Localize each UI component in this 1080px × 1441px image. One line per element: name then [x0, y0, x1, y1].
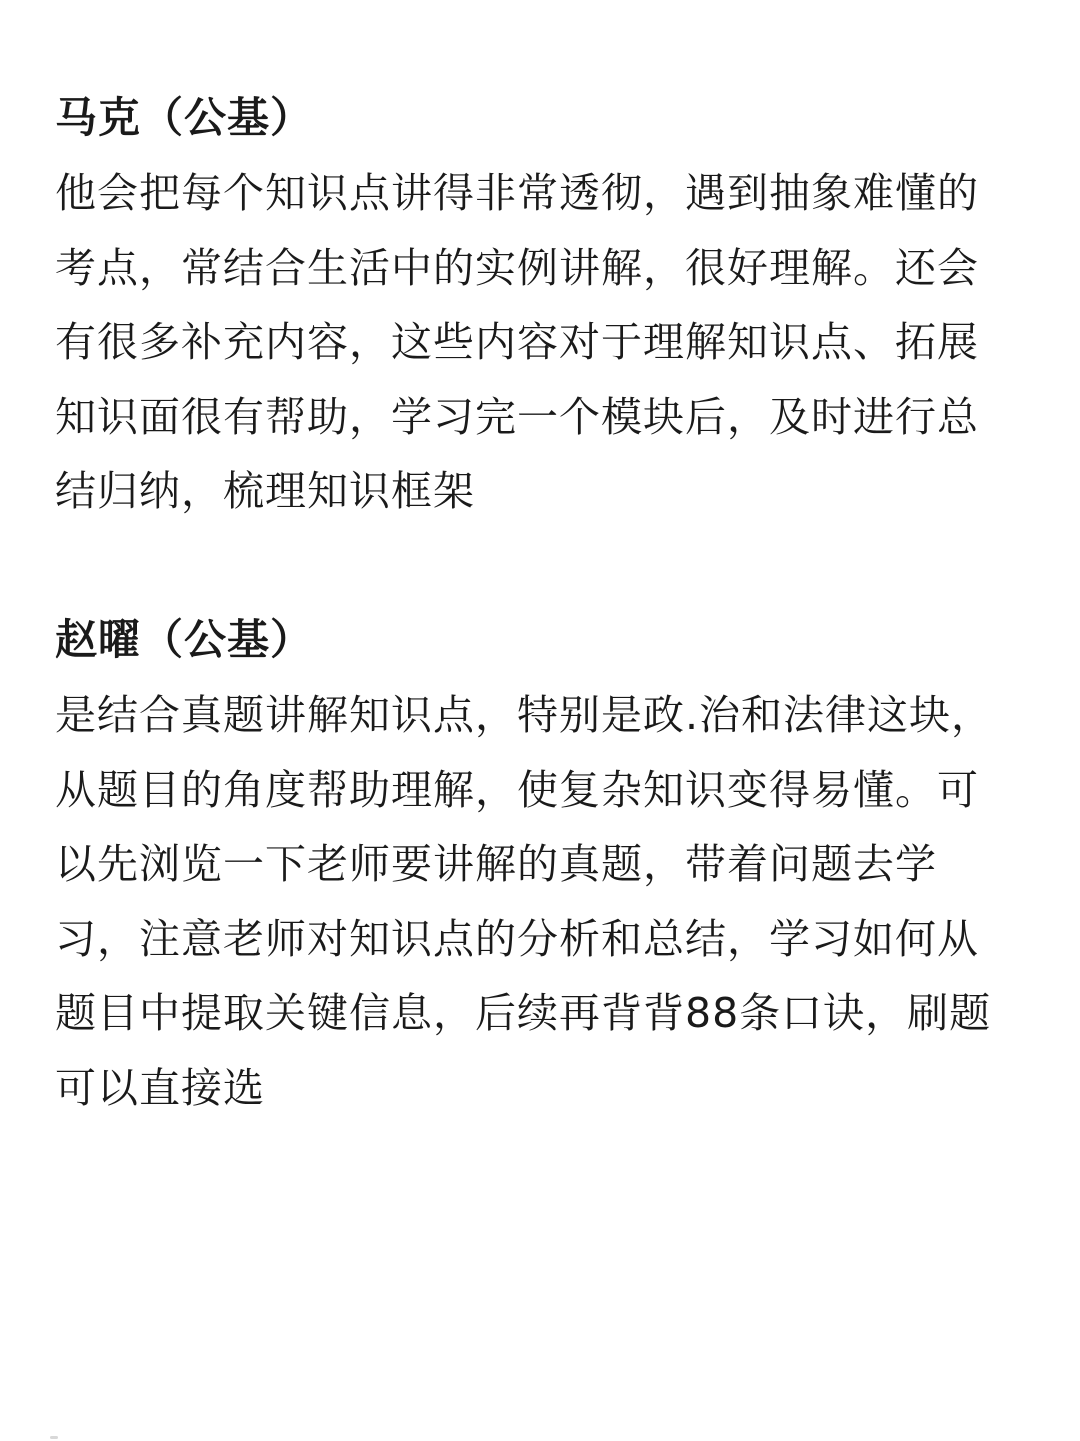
body-line: 从题目的角度帮助理解，使复杂知识变得易懂。可: [55, 765, 979, 814]
body-line: 是结合真题讲解知识点，特别是政.治和法律这块，: [55, 691, 994, 739]
body-line: 以先浏览一下老师要讲解的真题，带着问题去学: [55, 840, 937, 888]
body-line: 他会把每个知识点讲得非常透彻，遇到抽象难懂的: [55, 169, 979, 217]
section-body: [55, 156, 1015, 529]
decorative-dot: [50, 1436, 58, 1439]
teacher-review-section-1: [55, 80, 1015, 529]
body-line: 考点，常结合生活中的实例讲解，很好理解。还会: [55, 243, 979, 292]
section-body: [55, 678, 1015, 1125]
body-line: 结归纳，梳理知识框架: [55, 467, 475, 515]
body-line: 题目中提取关键信息，后续再背背88条口诀，刷题: [55, 989, 992, 1037]
teacher-review-section-2: [55, 602, 1015, 1125]
body-line: 知识面很有帮助，学习完一个模块后，及时进行总: [55, 392, 979, 441]
section-title: 马克（公基）: [55, 93, 314, 142]
section-title: 赵曜（公基）: [55, 615, 314, 664]
body-line: 有很多补充内容，这些内容对于理解知识点、拓展: [55, 318, 979, 366]
body-line: 可以直接选: [55, 1063, 265, 1112]
body-line: 习，注意老师对知识点的分析和总结，学习如何从: [55, 914, 979, 963]
